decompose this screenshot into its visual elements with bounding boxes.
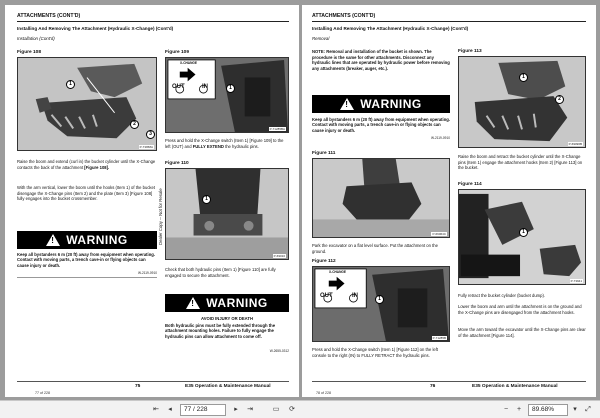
warning-triangle-icon: ! bbox=[186, 297, 200, 309]
callout-1: 1 bbox=[66, 80, 75, 89]
callout-1: 1 bbox=[202, 195, 211, 204]
warning-text: Keep all bystanders 6 m (20 ft) away from equipment when operating. Contact with moving parts, a trench cave-in or flying objects can cause injury or death. bbox=[312, 117, 450, 133]
page-title: Installing And Removing The Attachment (Hydraulic X-Change) (Cont'd) bbox=[312, 26, 469, 31]
switch-in-label: IN bbox=[352, 293, 358, 299]
rotate-icon[interactable]: ⟳ bbox=[289, 406, 295, 413]
figure-112-code: P-71285B bbox=[432, 336, 446, 340]
zoom-level-input[interactable]: 89.68% bbox=[528, 404, 568, 416]
figure-111-label: Figure 111 bbox=[312, 151, 336, 156]
paragraph-raise-boom: Raise the boom and extend (curl in) the bucket cylinder until the X-Change contacts the back of the attachment [Figure 108]. bbox=[17, 159, 156, 170]
figure-112-label: Figure 112 bbox=[312, 259, 336, 264]
switch-title: X-CHANGE bbox=[180, 61, 198, 65]
viewer-toolbar bbox=[0, 400, 600, 418]
figure-109-photo bbox=[165, 57, 289, 133]
warning-text: Keep all bystanders 6 m (20 ft) away from equipment when operating. Contact with moving parts, a trench cave-in or flying objects can cause injury or death. bbox=[17, 252, 155, 268]
paragraph-lower-boom: With the arm vertical, lower the boom until the hooks (Item 1) of the bucket disengage the X-Change pins (Item 2) and the plate (Item 3) [Figure 108] fully engages into the bucket crossmember. bbox=[17, 185, 156, 202]
figure-113-label: Figure 113 bbox=[458, 49, 482, 54]
section-header: ATTACHMENTS (CONT'D) bbox=[17, 13, 81, 19]
warning-code: W-2119-0910 bbox=[430, 136, 450, 140]
footer-rule bbox=[17, 381, 289, 382]
figure-110-photo bbox=[165, 168, 289, 260]
callout-1: 1 bbox=[375, 295, 384, 304]
callout-1: 1 bbox=[226, 84, 235, 93]
warning-2-code: W-2655-0312 bbox=[269, 349, 289, 353]
figure-114-label: Figure 114 bbox=[458, 182, 482, 187]
figure-113-photo bbox=[458, 56, 586, 148]
warning-word: WARNING bbox=[360, 97, 422, 111]
right-page bbox=[302, 5, 596, 397]
warning-triangle-icon: ! bbox=[46, 234, 60, 246]
page-number: 75 bbox=[135, 384, 141, 389]
left-page bbox=[5, 5, 299, 397]
dealer-copy-watermark: Dealer Copy -- Not for Resale bbox=[158, 188, 163, 245]
paragraph-park: Park the excavator on a flat level surface. Put the attachment on the ground. bbox=[312, 243, 438, 254]
warning-banner bbox=[312, 95, 450, 113]
section-header: ATTACHMENTS (CONT'D) bbox=[312, 13, 376, 19]
figure-108-photo bbox=[17, 57, 157, 151]
chevron-down-icon[interactable]: ▾ bbox=[573, 406, 577, 413]
warning-word: WARNING bbox=[206, 296, 268, 310]
figure-111-photo bbox=[312, 158, 450, 238]
paragraph-move-arm: Move the arm toward the excavator until the X-Change pins are clear of the attachment [Figure 114]. bbox=[458, 327, 586, 338]
warning-code: W-2119-0910 bbox=[137, 271, 157, 275]
page-number: 76 bbox=[430, 384, 436, 389]
header-rule bbox=[312, 21, 586, 22]
zoom-in-icon[interactable]: + bbox=[516, 406, 522, 413]
warning-2-title: AVOID INJURY OR DEATH bbox=[201, 316, 253, 321]
figure-114-photo bbox=[458, 189, 586, 285]
switch-out-label: OUT bbox=[172, 84, 185, 90]
callout-3: 3 bbox=[146, 130, 155, 139]
paragraph-curl: Fully retract the bucket cylinder (bucket dump). bbox=[458, 293, 546, 298]
footer-manual: E35 Operation & Maintenance Manual bbox=[472, 384, 558, 389]
warning-banner-2 bbox=[165, 294, 289, 312]
figure-111-code: P-69064C bbox=[432, 232, 446, 236]
switch-out-label: OUT bbox=[320, 293, 333, 299]
paragraph-retract-pins: Press and hold the X-Change switch (Item 1) [Figure 112] on the left console to the right (IN) to FULLY RETRACT the hydraulic pins. bbox=[312, 347, 439, 358]
warning-word: WARNING bbox=[66, 233, 128, 247]
footer-manual: E35 Operation & Maintenance Manual bbox=[185, 384, 271, 389]
note-text: NOTE: Removal and installation of the bucket is shown. The procedure is the same for other attachments. Disconnect any hydraulic lines that are operated by hydraulic power before removing any attachments (breaker, auger, etc.). bbox=[312, 49, 450, 71]
warning-2-text: Both hydraulic pins must be fully extended through the attachment mounting holes. Failure to fully engage the hydraulic pins can allow attachment to come off. bbox=[165, 323, 276, 339]
switch-in-label: IN bbox=[202, 84, 208, 90]
figure-109-code: P-71285BA bbox=[269, 127, 285, 131]
figure-112-photo bbox=[312, 266, 450, 342]
footer-page-count: 78 of 228 bbox=[316, 391, 331, 395]
fit-page-icon[interactable]: ▭ bbox=[272, 406, 280, 413]
callout-1: 1 bbox=[519, 228, 528, 237]
page-number-input[interactable]: 77 / 228 bbox=[180, 404, 226, 416]
subsection-title: Installation (Cont'd) bbox=[17, 36, 55, 41]
figure-109-label: Figure 109 bbox=[165, 50, 189, 55]
paragraph-raise-retract: Raise the boom and retract the bucket cylinder until the X-Change pins (Item 1) engage the attachment hooks (Item 2) [Figure 113] on the bucket. bbox=[458, 154, 583, 171]
figure-113-code: P-69096B bbox=[568, 142, 582, 146]
switch-title: X-CHANGE bbox=[329, 270, 347, 274]
paragraph-lower-arm: Lower the boom and arm until the attachment is on the ground and the X-Change pins are disengaged from the attachment hooks. bbox=[458, 304, 582, 315]
figure-108-label: Figure 108 bbox=[17, 50, 41, 55]
previous-page-icon[interactable]: ◂ bbox=[168, 406, 172, 413]
page-title: Installing And Removing The Attachment (Hydraulic X-Change) (Cont'd) bbox=[17, 26, 174, 31]
warning-triangle-icon: ! bbox=[340, 98, 354, 110]
header-rule bbox=[17, 21, 289, 22]
paragraph-check-pins: Check that both hydraulic pins (Item 1) [Figure 110] are fully engaged to secure the attachment. bbox=[165, 267, 276, 278]
warning-rule bbox=[17, 277, 157, 278]
callout-2: 2 bbox=[555, 95, 564, 104]
warning-banner bbox=[17, 231, 157, 249]
zoom-out-icon[interactable]: − bbox=[503, 406, 509, 413]
figure-114-code: P-73941 bbox=[570, 279, 582, 283]
figure-108-code: P-73958A bbox=[139, 145, 153, 149]
figure-110-label: Figure 110 bbox=[165, 161, 189, 166]
figure-110-code: P-69010 bbox=[273, 254, 285, 258]
fullscreen-icon[interactable]: ⤢ bbox=[585, 406, 591, 413]
footer-page-count: 77 of 228 bbox=[35, 391, 50, 395]
paragraph-press-switch: Press and hold the X-Change switch (Item 1) [Figure 109] to the left (OUT) and FULLY EXTEND the hydraulic pins. bbox=[165, 138, 284, 149]
callout-1: 1 bbox=[519, 73, 528, 82]
next-page-icon[interactable]: ▸ bbox=[234, 406, 238, 413]
last-page-icon[interactable]: ⇥ bbox=[247, 406, 253, 413]
callout-2: 2 bbox=[130, 120, 139, 129]
subsection-title: Removal bbox=[312, 36, 330, 41]
footer-rule bbox=[312, 381, 586, 382]
first-page-icon[interactable]: ⇤ bbox=[153, 406, 159, 413]
